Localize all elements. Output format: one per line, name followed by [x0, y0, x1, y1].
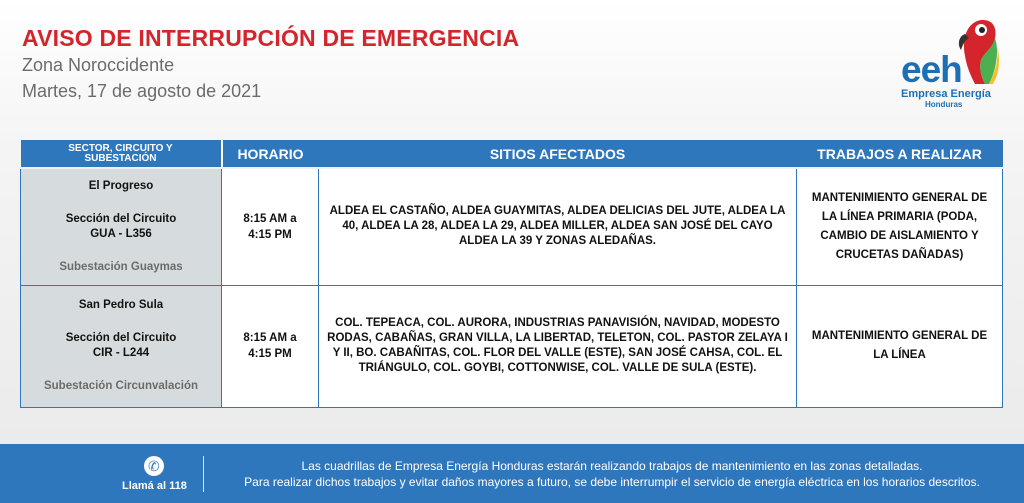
call-label[interactable]: Llamá al 118 [122, 480, 187, 492]
zone-label: Zona Noroccidente [22, 55, 175, 75]
table-header-row [21, 140, 1003, 168]
header-schedule: HORARIO [222, 140, 319, 168]
logo-company: Empresa Energía [901, 88, 991, 100]
header-sites: SITIOS AFECTADOS [319, 140, 797, 168]
footer-divider [203, 456, 204, 492]
sites-cell: COL. TEPEACA, COL. AURORA, INDUSTRIAS PANAVISIÓN, NAVIDAD, MODESTO RODAS, CABAÑAS, GRAN VILLA, LA LIBERTAD, TELETON, COL. PASTOR ZELAYA I Y II, BO. CABAÑITAS, COL. FLOR DEL VALLE (ESTE), SAN JOSÉ CAHSA, COL. EL TRIÁNGULO, COL. GOYBI, COTTONWISE, COL. VALLE DE SULA (ESTE). [319, 285, 797, 407]
header-sector [21, 140, 222, 168]
header-sector-line1: SECTOR, CIRCUITO Y [68, 142, 173, 154]
time-end: 4:15 PM [248, 228, 292, 241]
substation-name: Subestación Guaymas [59, 260, 183, 273]
circuit-code: CIR - L244 [92, 347, 150, 359]
logo-country: Honduras [925, 100, 963, 109]
substation-name: Subestación Circunvalación [43, 380, 198, 392]
city-name: El Progreso [88, 179, 154, 192]
footer-banner [0, 444, 1024, 503]
works-cell: MANTENIMIENTO GENERAL DE LA LÍNEA PRIMARIA (PODA, CAMBIO DE AISLAMIENTO Y CRUCETAS DAÑADAS) [797, 168, 1003, 285]
outage-table [20, 140, 1003, 408]
page-title: AVISO DE INTERRUPCIÓN DE EMERGENCIA [22, 25, 520, 51]
footer-line-1: Las cuadrillas de Empresa Energía Honduras estarán realizando trabajos de mantenimiento en las zonas detalladas. [301, 459, 923, 473]
time-end: 4:15 PM [248, 348, 292, 360]
sites-cell: ALDEA EL CASTAÑO, ALDEA GUAYMITAS, ALDEA DELICIAS DEL JUTE, ALDEA LA 40, ALDEA LA 28, ALDEA LA 29, ALDEA MILLER, ALDEA SAN JOSÉ DEL CAYO ALDEA LA 39 Y ZONAS ALEDAÑAS. [319, 168, 797, 285]
footer-message [212, 458, 1012, 490]
company-logo [895, 16, 1005, 111]
header-sector-line2: SUBESTACIÓN [84, 152, 157, 164]
schedule-cell [222, 168, 319, 285]
time-start: 8:15 AM a [243, 212, 297, 225]
schedule-cell [222, 285, 319, 407]
sector-cell [21, 285, 222, 407]
phone-icon[interactable]: ✆ [144, 456, 164, 476]
circuit-section: Sección del Circuito [65, 332, 177, 344]
sector-cell [21, 168, 222, 285]
logo-brand: eeh [901, 49, 962, 90]
header-works: TRABAJOS A REALIZAR [797, 140, 1003, 168]
footer-line-2: Para realizar dichos trabajos y evitar daños mayores a futuro, se debe interrumpir el servicio de energía eléctrica en los horarios descritos. [244, 475, 980, 489]
time-start: 8:15 AM a [243, 332, 297, 344]
date-label: Martes, 17 de agosto de 2021 [22, 81, 262, 101]
table-row [21, 285, 1003, 407]
table-row [21, 168, 1003, 285]
works-cell: MANTENIMIENTO GENERAL DE LA LÍNEA [797, 285, 1003, 407]
circuit-code: GUA - L356 [90, 227, 152, 240]
circuit-section: Sección del Circuito [65, 212, 177, 225]
city-name: San Pedro Sula [78, 299, 164, 311]
header [22, 24, 519, 104]
